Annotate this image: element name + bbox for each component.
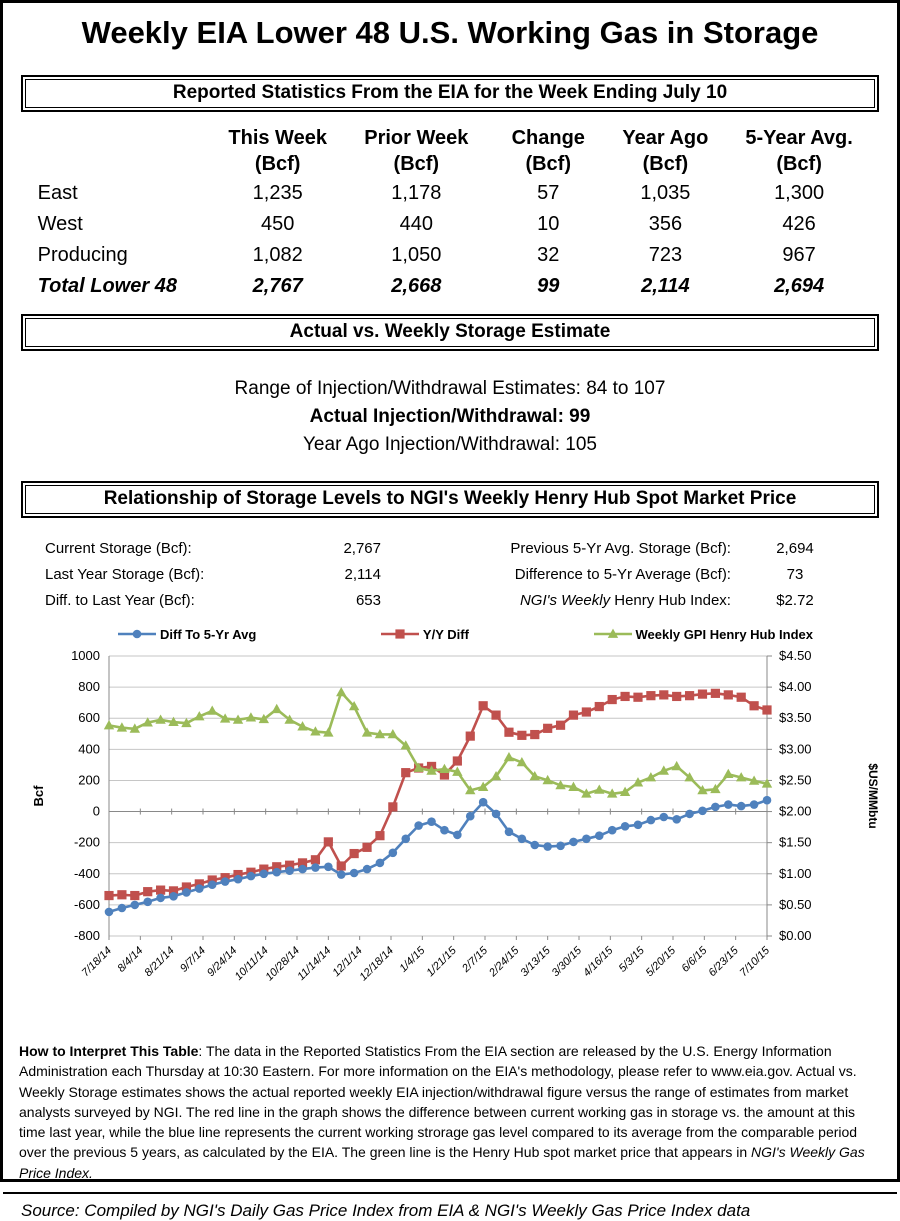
svg-text:-200: -200	[73, 834, 100, 850]
legend-item-y-y-diff	[380, 627, 469, 642]
svg-text:8/21/14: 8/21/14	[142, 944, 177, 980]
svg-text:5/20/15: 5/20/15	[643, 944, 679, 980]
svg-text:$1.50: $1.50	[779, 834, 812, 850]
svg-text:12/1/14: 12/1/14	[330, 944, 365, 980]
estimate-header: Actual vs. Weekly Storage Estimate	[25, 318, 875, 347]
svg-text:9/7/14: 9/7/14	[178, 944, 209, 975]
estimate-actual-line: Actual Injection/Withdrawal: 99	[309, 406, 591, 427]
svg-text:-400: -400	[73, 865, 100, 881]
source-line: Source: Compiled by NGI's Daily Gas Price Index from EIA & NGI's Weekly Gas Price Index data	[21, 1201, 751, 1221]
svg-text:$0.00: $0.00	[779, 928, 812, 943]
right-axis-title: $US/MMbtu	[866, 763, 880, 829]
col-prior-week: Prior Week (Bcf)	[364, 127, 469, 175]
svg-text:1/4/15: 1/4/15	[397, 944, 428, 975]
relationship-header-bar	[21, 481, 879, 518]
series-weekly-gpi-henry-hub-index	[104, 687, 772, 798]
svg-text:400: 400	[78, 741, 100, 757]
svg-text:0: 0	[92, 803, 100, 819]
estimate-block	[17, 375, 883, 459]
footer-divider	[3, 1192, 897, 1194]
svg-text:6/23/15: 6/23/15	[706, 944, 741, 980]
legend-label: Y/Y Diff	[422, 626, 469, 642]
svg-text:$1.00: $1.00	[779, 865, 812, 881]
legend-marker-triangle-icon	[593, 627, 633, 641]
svg-text:600: 600	[78, 710, 100, 726]
col-this-week: This Week (Bcf)	[228, 127, 327, 175]
svg-text:10/11/14: 10/11/14	[232, 944, 271, 983]
svg-text:2/24/15: 2/24/15	[487, 944, 522, 980]
svg-text:3/30/15: 3/30/15	[549, 944, 585, 980]
relationship-stats	[43, 536, 857, 614]
series-diff-to-5-yr-avg	[105, 796, 772, 916]
table-row-east: East 1,235 1,178 57 1,035 1,300	[37, 182, 825, 204]
how-to-interpret-text: How to Interpret This Table: The data in the Reported Statistics From the EIA section are released by the U.S. Energy Information Administration each Thursday at 10:30 Eastern. For more information on the EIA's methodology, please refer to www.eia.gov. Actual vs. Weekly Storage estimates shows the actual reported weekly EIA injection/withdrawal figure versus the range of estimates from market analysts surveyed by NGI. The red line in the graph shows the difference between current working gas in storage vs. the amount at this time last year, while the blue line represents the current working strorage gas level compared to its average from the comparable period over the previous 5 years, as calculated by the EIA. The green line is the Henry Hub spot market price that appears in NGI's Weekly Gas Price Index.	[19, 1043, 865, 1181]
svg-text:5/3/15: 5/3/15	[616, 944, 647, 975]
svg-text:4/16/15: 4/16/15	[581, 944, 616, 980]
legend-marker-square-icon	[380, 627, 420, 641]
svg-text:2/7/15: 2/7/15	[460, 944, 491, 975]
relationship-header: Relationship of Storage Levels to NGI's Weekly Henry Hub Spot Market Price	[25, 485, 875, 514]
svg-text:$4.00: $4.00	[779, 679, 812, 695]
table-row-producing: Producing 1,082 1,050 32 723 967	[37, 244, 816, 266]
svg-text:$2.00: $2.00	[779, 803, 812, 819]
x-axis-labels	[80, 944, 773, 983]
page-title: Weekly EIA Lower 48 U.S. Working Gas in Storage	[81, 15, 819, 50]
col-year-ago: Year Ago (Bcf)	[622, 127, 709, 175]
svg-text:$3.50: $3.50	[779, 710, 812, 726]
svg-text:-800: -800	[73, 928, 100, 943]
table-header-row	[26, 124, 875, 178]
svg-text:$4.50: $4.50	[779, 648, 812, 663]
svg-text:7/10/15: 7/10/15	[737, 944, 773, 980]
relationship-stats-row: Current Storage (Bcf): 2,767 Previous 5-Yr Avg. Storage (Bcf): 2,694	[44, 540, 814, 557]
svg-text:200: 200	[78, 772, 100, 788]
col-5yr-avg: 5-Year Avg. (Bcf)	[745, 127, 853, 175]
svg-text:7/18/14: 7/18/14	[79, 944, 115, 980]
svg-text:11/14/14: 11/14/14	[295, 944, 334, 983]
relationship-stats-row: Last Year Storage (Bcf): 2,114 Difference to 5-Yr Average (Bcf): 73	[44, 566, 804, 583]
svg-text:3/13/15: 3/13/15	[518, 944, 553, 980]
left-axis-title: Bcf	[31, 785, 46, 807]
legend-item-diff-to-5-yr-avg	[117, 627, 256, 642]
chart-legend	[117, 624, 813, 644]
series-y-y-diff	[104, 689, 771, 900]
legend-label: Weekly GPI Henry Hub Index	[635, 626, 813, 642]
legend-label: Diff To 5-Yr Avg	[160, 626, 257, 642]
svg-text:1000: 1000	[71, 648, 100, 663]
legend-item-weekly-gpi-henry-hub-index	[593, 627, 813, 642]
estimate-year-ago-line: Year Ago Injection/Withdrawal: 105	[303, 434, 597, 455]
reported-stats-header: Reported Statistics From the EIA for the Week Ending July 10	[25, 79, 875, 108]
estimate-header-bar	[21, 314, 879, 351]
svg-text:800: 800	[78, 679, 100, 695]
svg-text:$3.00: $3.00	[779, 741, 812, 757]
corner-cell	[26, 124, 213, 178]
svg-text:10/28/14: 10/28/14	[263, 944, 303, 984]
relationship-stats-row: Diff. to Last Year (Bcf): 653 NGI's Weekly Henry Hub Index: $2.72	[44, 592, 814, 609]
svg-text:$0.50: $0.50	[779, 896, 812, 912]
table-row-west: West 450 440 10 356 426	[37, 213, 816, 235]
svg-text:-600: -600	[73, 896, 100, 912]
table-row-total-lower-48: Total Lower 48 2,767 2,668 99 2,114 2,694	[37, 275, 825, 297]
estimate-range-line: Range of Injection/Withdrawal Estimates: 84 to 107	[234, 378, 666, 399]
svg-text:8/4/14: 8/4/14	[115, 944, 146, 975]
chart-svg	[19, 644, 887, 1022]
legend-marker-circle-icon	[117, 627, 157, 641]
reported-stats-header-bar	[21, 75, 879, 112]
svg-text:9/24/14: 9/24/14	[205, 944, 240, 980]
svg-text:6/6/15: 6/6/15	[679, 944, 710, 975]
svg-text:1/21/15: 1/21/15	[424, 944, 459, 980]
reported-stats-table	[26, 124, 875, 302]
col-change: Change (Bcf)	[511, 127, 585, 175]
svg-text:12/18/14: 12/18/14	[357, 944, 397, 984]
storage-price-chart	[19, 644, 883, 1027]
svg-text:$2.50: $2.50	[779, 772, 812, 788]
